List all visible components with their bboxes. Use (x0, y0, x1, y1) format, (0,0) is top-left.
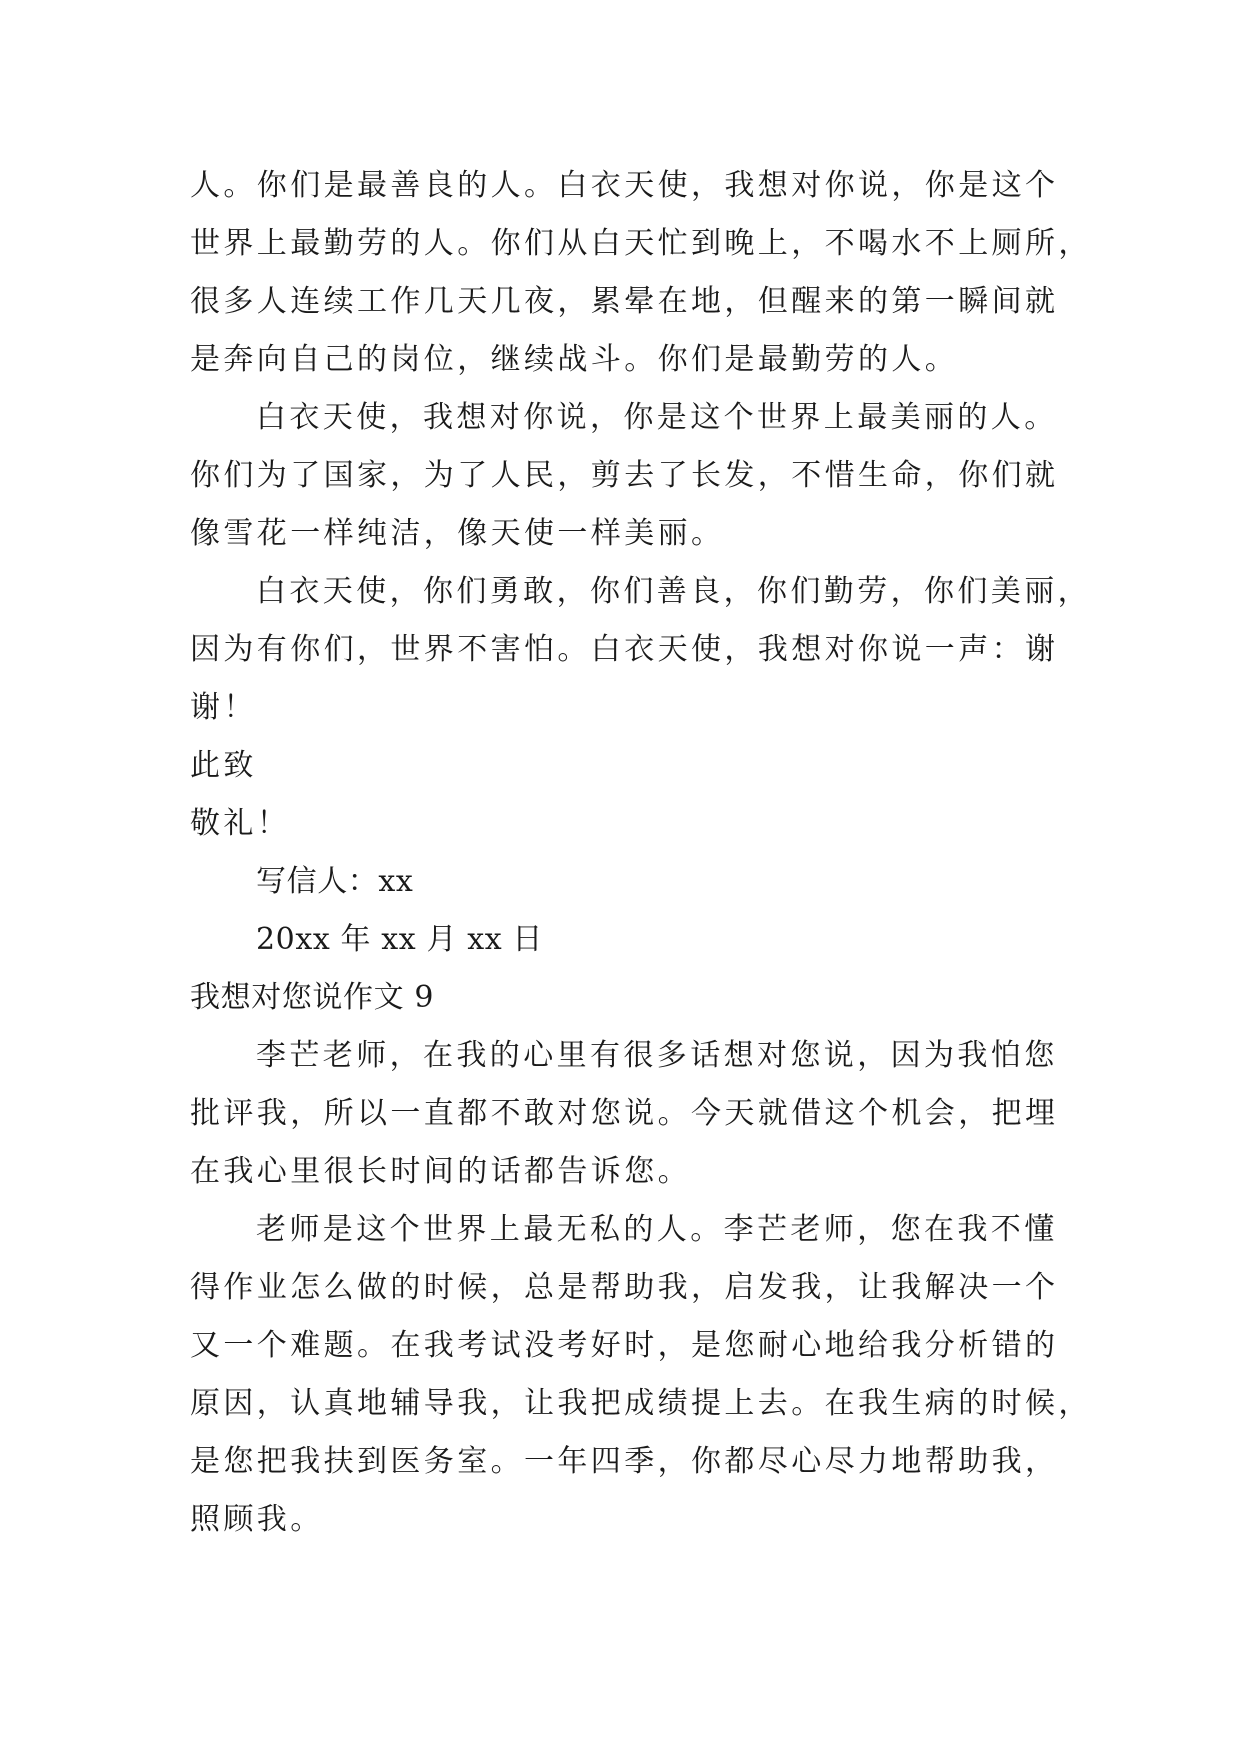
body-line: 像雪花一样纯洁，像天使一样美丽。 (190, 516, 725, 551)
body-line: 世界上最勤劳的人。你们从白天忙到晚上，不喝水不上厕所， (190, 226, 1092, 261)
body-line: 批评我，所以一直都不敢对您说。今天就借这个机会，把埋 (190, 1096, 1059, 1131)
paragraph-first-line: 老师是这个世界上最无私的人。李芒老师，您在我不懂 (256, 1212, 1058, 1247)
closing-regards: 敬礼！ (190, 806, 291, 841)
paragraph-first-line: 白衣天使，我想对你说，你是这个世界上最美丽的人。 (256, 400, 1058, 435)
paragraph-first-line: 白衣天使，你们勇敢，你们善良，你们勤劳，你们美丽， (256, 574, 1091, 609)
body-line: 得作业怎么做的时候，总是帮助我，启发我，让我解决一个 (190, 1270, 1059, 1305)
essay-heading: 我想对您说作文 9 (190, 980, 435, 1015)
body-line: 人。你们是最善良的人。白衣天使，我想对你说，你是这个 (190, 168, 1059, 203)
paragraph-first-line: 李芒老师，在我的心里有很多话想对您说，因为我怕您 (256, 1038, 1058, 1073)
body-line: 原因，认真地辅导我，让我把成绩提上去。在我生病的时候， (190, 1386, 1092, 1421)
body-line: 谢！ (190, 690, 257, 725)
body-line: 你们为了国家，为了人民，剪去了长发，不惜生命，你们就 (190, 458, 1059, 493)
body-line: 照顾我。 (190, 1502, 324, 1537)
body-line: 又一个难题。在我考试没考好时，是您耐心地给我分析错的 (190, 1328, 1059, 1363)
closing-salutation: 此致 (190, 748, 257, 783)
body-line: 是您把我扶到医务室。一年四季，你都尽心尽力地帮助我， (190, 1444, 1059, 1479)
body-line: 在我心里很长时间的话都告诉您。 (190, 1154, 691, 1189)
body-line: 是奔向自己的岗位，继续战斗。你们是最勤劳的人。 (190, 342, 959, 377)
body-line: 很多人连续工作几天几夜，累晕在地，但醒来的第一瞬间就 (190, 284, 1059, 319)
letter-signature: 写信人：xx (256, 864, 414, 899)
body-line: 因为有你们，世界不害怕。白衣天使，我想对你说一声：谢 (190, 632, 1059, 667)
letter-date: 20xx 年 xx 月 xx 日 (256, 922, 543, 957)
